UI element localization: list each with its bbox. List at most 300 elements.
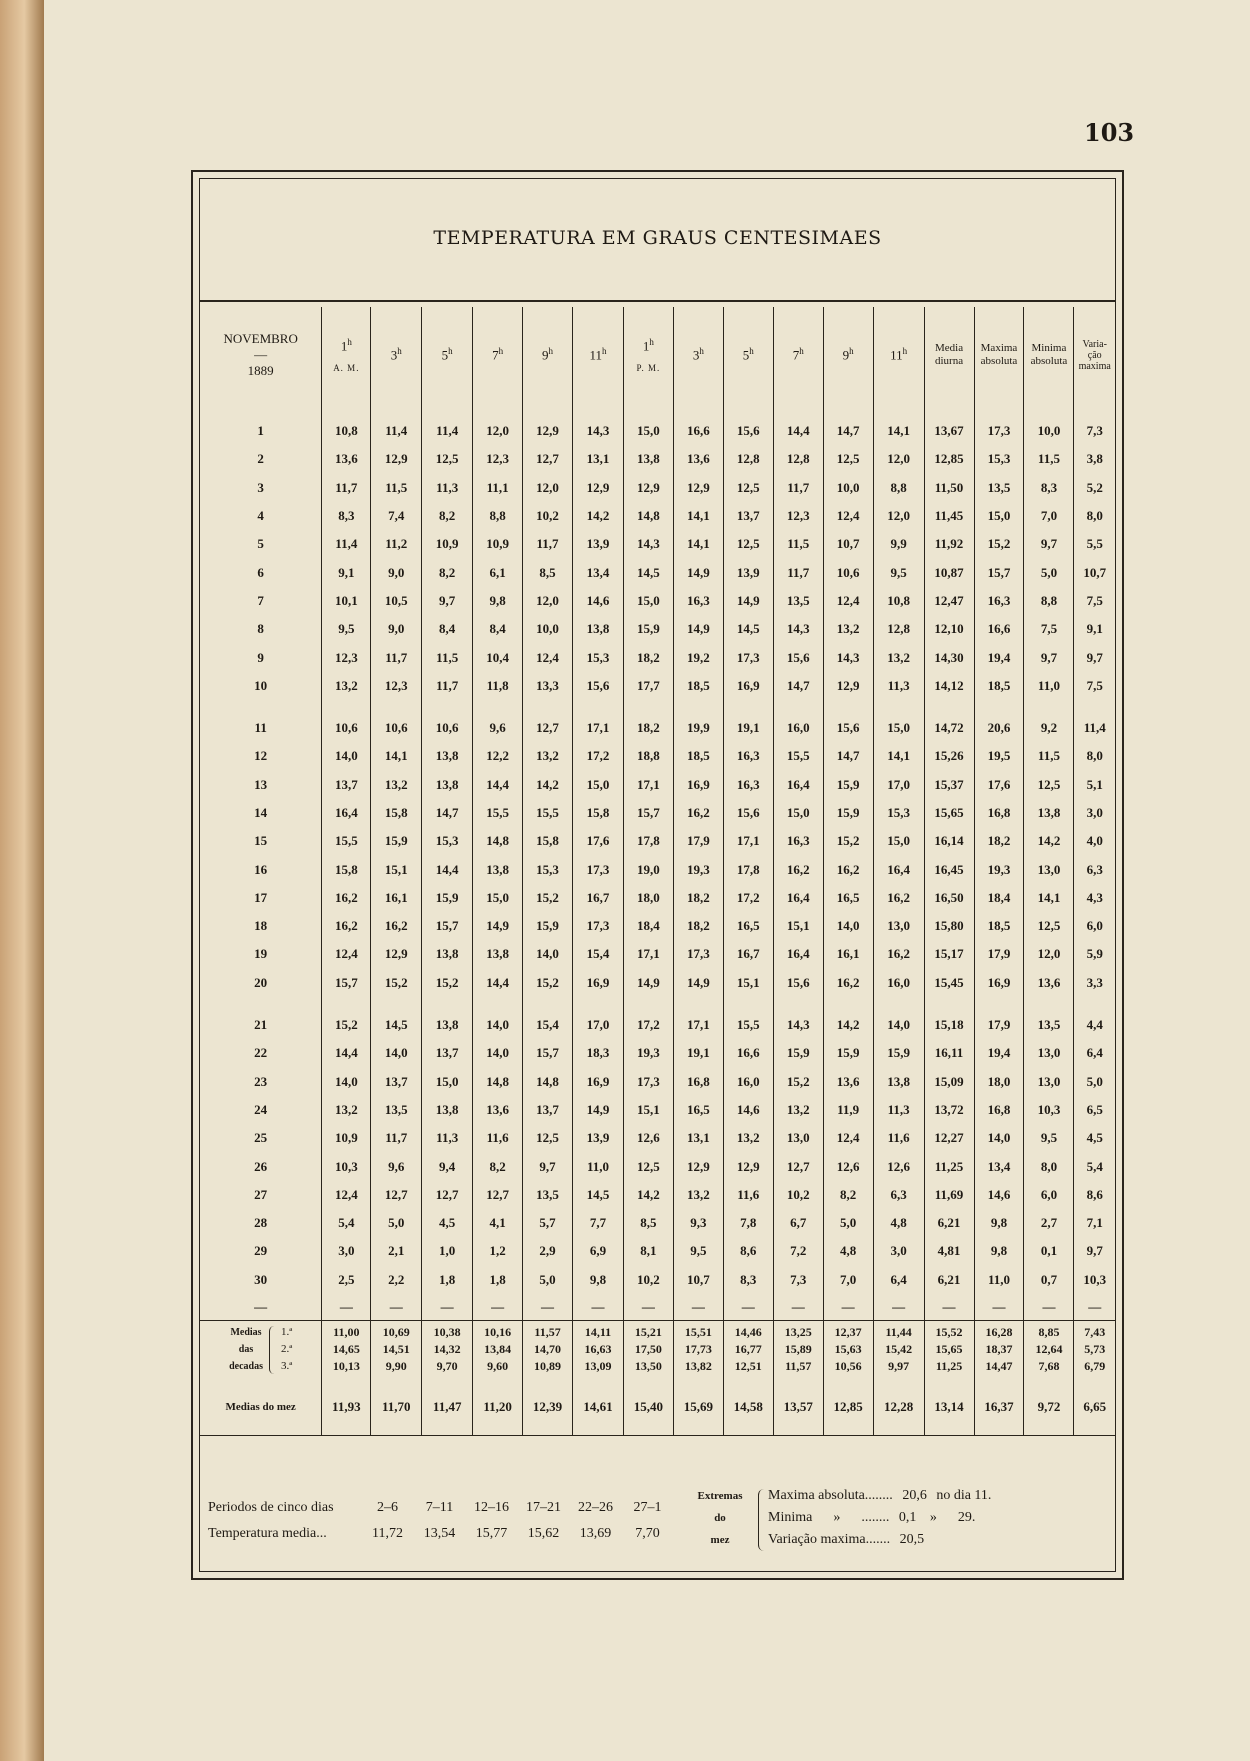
value-cell: 15,2 — [371, 969, 422, 997]
value-cell: 3,0 — [873, 1237, 924, 1265]
value-cell: 7,3 — [1086, 423, 1103, 439]
value-cell: 10,9 — [322, 1124, 371, 1152]
year-label: 1889 — [247, 363, 274, 378]
period-range: 7–11 — [425, 1500, 454, 1515]
extremas-label — [690, 1485, 750, 1551]
hour-header — [773, 307, 823, 403]
decada-value: 14,46 — [734, 1325, 762, 1340]
value-cell: 14,9 — [623, 969, 673, 997]
day-number: 29 — [200, 1237, 322, 1265]
value-cell: 12,7 — [422, 1181, 473, 1209]
value-cell: 9,1 — [322, 558, 371, 586]
value-cell: 10,87 — [924, 558, 974, 586]
decada-value: 10,38 — [433, 1325, 461, 1340]
value-cell: 15,7 — [322, 969, 371, 997]
dash-row — [200, 1294, 1115, 1321]
decada-value: 11,44 — [885, 1325, 912, 1340]
value-cell: 16,45 — [924, 855, 974, 883]
decada-values — [1024, 1320, 1074, 1379]
value-cell: 4,5 — [1086, 1130, 1103, 1146]
minima-value: 0,1 — [898, 1510, 917, 1525]
value-cell: 14,8 — [473, 827, 523, 855]
hour-suffix: h — [902, 346, 908, 357]
gap-cell — [974, 700, 1024, 714]
value-cell: 15,5 — [473, 799, 523, 827]
gap-cell — [673, 700, 723, 714]
value-cell: 7,5 — [1086, 677, 1103, 693]
value-cell: 12,9 — [623, 474, 673, 502]
hour-number: 9 — [542, 347, 549, 363]
value-cell: 19,5 — [974, 742, 1024, 770]
decada-value: 13,50 — [634, 1359, 662, 1374]
value-cell: 11,7 — [422, 672, 473, 700]
table-row — [200, 771, 1115, 799]
dash-cell: — — [371, 1294, 422, 1321]
hour-header — [673, 307, 723, 403]
value-cell: 13,0 — [873, 912, 924, 940]
value-cell: 15,2 — [773, 1068, 823, 1096]
value-cell: 14,4 — [422, 855, 473, 883]
value-cell: 17,3 — [974, 417, 1024, 445]
value-cell: 9,7 — [422, 587, 473, 615]
value-cell: 16,9 — [974, 969, 1024, 997]
gap-cell — [200, 403, 322, 417]
gap-cell — [723, 700, 773, 714]
value-cell: 8,6 — [1086, 1186, 1103, 1202]
value-cell: 12,7 — [523, 445, 573, 473]
value-cell: 14,9 — [573, 1096, 624, 1124]
value-cell: 14,8 — [473, 1068, 523, 1096]
value-cell: 17,3 — [623, 1068, 673, 1096]
value-cell: 7,4 — [371, 502, 422, 530]
value-cell: 13,6 — [1024, 969, 1074, 997]
value-cell: 17,9 — [974, 1011, 1024, 1039]
value-cell: 17,0 — [573, 1011, 624, 1039]
value-cell: 17,1 — [623, 771, 673, 799]
minima-absoluta-header-line1: Minima — [1031, 342, 1067, 354]
value-cell: 12,6 — [873, 1152, 924, 1180]
value-cell: 6,7 — [773, 1209, 823, 1237]
value-cell: 17,3 — [573, 912, 624, 940]
value-cell: 12,5 — [1024, 771, 1074, 799]
value-cell: 3,0 — [322, 1237, 371, 1265]
value-cell: 15,80 — [924, 912, 974, 940]
medias-mez-row — [200, 1379, 1115, 1436]
value-cell: 17,0 — [873, 771, 924, 799]
value-cell: 2,9 — [523, 1237, 573, 1265]
hour-header — [473, 307, 523, 403]
value-cell: 13,9 — [573, 530, 624, 558]
value-cell: 13,2 — [322, 672, 371, 700]
value-cell: 13,8 — [422, 1096, 473, 1124]
decada-values — [1074, 1320, 1115, 1379]
value-cell: 16,0 — [773, 714, 823, 742]
decade-gap — [200, 403, 1115, 417]
value-cell: 16,2 — [873, 940, 924, 968]
decada-values — [974, 1320, 1024, 1379]
value-cell: 16,2 — [322, 884, 371, 912]
value-cell: 18,8 — [623, 742, 673, 770]
value-cell: 15,5 — [773, 742, 823, 770]
value-cell: 12,5 — [723, 474, 773, 502]
periods-line — [208, 1495, 674, 1521]
value-cell: 8,6 — [723, 1237, 773, 1265]
value-cell: 16,3 — [723, 771, 773, 799]
value-cell: 15,0 — [473, 884, 523, 912]
value-cell: 14,3 — [773, 1011, 823, 1039]
maxima-value: 20,6 — [902, 1488, 927, 1503]
mez-value: 11,70 — [371, 1379, 422, 1436]
value-cell: 9,5 — [673, 1237, 723, 1265]
minima-label: Minima » ........ — [768, 1510, 890, 1525]
hour-suffix: h — [347, 337, 352, 348]
value-cell: 12,5 — [623, 1152, 673, 1180]
value-cell: 12,7 — [371, 1181, 422, 1209]
gap-cell — [1074, 997, 1115, 1011]
value-cell: 19,0 — [623, 855, 673, 883]
value-cell: 7,3 — [773, 1266, 823, 1294]
value-cell: 10,9 — [422, 530, 473, 558]
value-cell: 16,2 — [823, 855, 873, 883]
value-cell: 7,5 — [1024, 615, 1074, 643]
decada-value: 5,73 — [1084, 1342, 1106, 1357]
value-cell: 12,85 — [924, 445, 974, 473]
hour-header — [422, 307, 473, 403]
value-cell: 14,3 — [573, 417, 624, 445]
value-cell: 5,1 — [1086, 776, 1103, 792]
decada-value: 11,57 — [534, 1325, 561, 1340]
dash-cell: — — [974, 1294, 1024, 1321]
temperature-table — [200, 307, 1115, 1436]
value-cell: 17,6 — [573, 827, 624, 855]
value-cell: 16,2 — [773, 855, 823, 883]
day-number: 20 — [200, 969, 322, 997]
value-cell: 15,4 — [523, 1011, 573, 1039]
value-cell: 11,9 — [823, 1096, 873, 1124]
value-cell: 5,0 — [371, 1209, 422, 1237]
value-cell: 16,4 — [773, 940, 823, 968]
value-cell: 9,6 — [473, 714, 523, 742]
maxima-absoluta-header-line2: absoluta — [980, 355, 1018, 367]
value-cell: 14,1 — [371, 742, 422, 770]
table-row — [200, 445, 1115, 473]
value-cell: 13,72 — [924, 1096, 974, 1124]
table-row — [200, 1152, 1115, 1180]
media-diurna-header-line1: Media — [934, 342, 964, 354]
value-cell: 16,2 — [673, 799, 723, 827]
gap-cell — [573, 700, 624, 714]
decada-value: 13,25 — [784, 1325, 812, 1340]
table-row — [200, 827, 1115, 855]
dash-cell: — — [924, 1294, 974, 1321]
value-cell: 14,9 — [473, 912, 523, 940]
table-row — [200, 672, 1115, 700]
value-cell: 10,9 — [473, 530, 523, 558]
value-cell: 19,2 — [673, 643, 723, 671]
decada-value: 9,97 — [888, 1359, 910, 1374]
hour-header — [823, 307, 873, 403]
value-cell: 13,5 — [1024, 1011, 1074, 1039]
value-cell: 17,7 — [623, 672, 673, 700]
gap-cell — [974, 403, 1024, 417]
value-cell: 17,2 — [623, 1011, 673, 1039]
maxima-day: no dia 11. — [936, 1488, 992, 1503]
month-header — [200, 307, 322, 403]
value-cell: 10,2 — [523, 502, 573, 530]
value-cell: 4,81 — [924, 1237, 974, 1265]
value-cell: 6,0 — [1024, 1181, 1074, 1209]
value-cell: 12,10 — [924, 615, 974, 643]
minima-absoluta-header-line2: absoluta — [1030, 355, 1068, 367]
value-cell: 15,8 — [371, 799, 422, 827]
hour-number: 7 — [492, 347, 499, 363]
value-cell: 17,9 — [673, 827, 723, 855]
value-cell: 8,0 — [1086, 748, 1103, 764]
hour-header — [723, 307, 773, 403]
value-cell: 14,7 — [823, 742, 873, 770]
value-cell: 14,6 — [974, 1181, 1024, 1209]
value-cell: 15,3 — [573, 643, 624, 671]
value-cell: 5,4 — [1086, 1158, 1103, 1174]
gap-cell — [473, 997, 523, 1011]
month-label: NOVEMBRO — [223, 331, 298, 346]
decada-value: 9,90 — [385, 1359, 407, 1374]
value-cell: 10,3 — [1024, 1096, 1074, 1124]
month-dash: — — [254, 347, 268, 362]
value-cell: 13,1 — [573, 445, 624, 473]
value-cell: 12,0 — [873, 502, 924, 530]
gap-cell — [723, 403, 773, 417]
variacao-header-line3: maxima — [1078, 360, 1111, 372]
value-cell: 16,7 — [573, 884, 624, 912]
hour-number: 1 — [642, 338, 650, 354]
value-cell: 9,8 — [573, 1266, 624, 1294]
value-cell: 15,9 — [773, 1039, 823, 1067]
value-cell: 11,3 — [873, 672, 924, 700]
value-cell: 14,7 — [823, 417, 873, 445]
value-cell: 10,8 — [322, 417, 371, 445]
dash-cell: — — [873, 1294, 924, 1321]
day-number: 15 — [200, 827, 322, 855]
value-cell: 15,8 — [573, 799, 624, 827]
gap-cell — [873, 997, 924, 1011]
value-cell: 18,5 — [673, 672, 723, 700]
value-cell: 16,1 — [371, 884, 422, 912]
decada-value: 14,47 — [985, 1359, 1013, 1374]
decade-gap — [200, 700, 1115, 714]
extremas-line1: Extremas — [697, 1490, 743, 1502]
dash-cell: — — [823, 1294, 873, 1321]
hour-number: 5 — [441, 347, 449, 363]
value-cell: 16,2 — [873, 884, 924, 912]
value-cell: 16,50 — [924, 884, 974, 912]
variacao-maxima-header — [1074, 307, 1115, 403]
value-cell: 18,5 — [673, 742, 723, 770]
value-cell: 2,2 — [371, 1266, 422, 1294]
table-row — [200, 1181, 1115, 1209]
value-cell: 14,1 — [673, 530, 723, 558]
decadas-brace — [269, 1326, 275, 1374]
value-cell: 9,0 — [371, 615, 422, 643]
value-cell: 5,2 — [1086, 479, 1103, 495]
decada-value: 13,82 — [684, 1359, 712, 1374]
value-cell: 11,7 — [523, 530, 573, 558]
value-cell: 16,9 — [673, 771, 723, 799]
hour-suffix: h — [799, 346, 804, 357]
value-cell: 12,4 — [823, 1124, 873, 1152]
value-cell: 14,72 — [924, 714, 974, 742]
value-cell: 13,4 — [573, 558, 624, 586]
value-cell: 15,5 — [723, 1011, 773, 1039]
value-cell: 12,7 — [523, 714, 573, 742]
dash-cell: — — [322, 1294, 371, 1321]
value-cell: 14,0 — [873, 1011, 924, 1039]
page — [44, 0, 1250, 1761]
value-cell: 10,5 — [371, 587, 422, 615]
value-cell: 18,0 — [623, 884, 673, 912]
value-cell: 13,67 — [924, 417, 974, 445]
mez-value: 13,14 — [924, 1379, 974, 1436]
value-cell: 11,3 — [422, 1124, 473, 1152]
decada-value: 15,42 — [885, 1342, 913, 1357]
day-number: 26 — [200, 1152, 322, 1180]
value-cell: 14,0 — [473, 1011, 523, 1039]
gap-cell — [823, 700, 873, 714]
table-row — [200, 1096, 1115, 1124]
value-cell: 15,8 — [523, 827, 573, 855]
media-diurna-header — [924, 307, 974, 403]
mez-value: 11,47 — [422, 1379, 473, 1436]
decada-value: 15,52 — [935, 1325, 963, 1340]
variacao-header-line1: Varia- — [1082, 338, 1107, 350]
gap-cell — [422, 997, 473, 1011]
value-cell: 9,7 — [1024, 643, 1074, 671]
value-cell: 14,9 — [673, 969, 723, 997]
value-cell: 9,7 — [523, 1152, 573, 1180]
value-cell: 15,65 — [924, 799, 974, 827]
decada-value: 17,73 — [684, 1342, 712, 1357]
day-number: 12 — [200, 742, 322, 770]
value-cell: 17,9 — [974, 940, 1024, 968]
value-cell: 15,18 — [924, 1011, 974, 1039]
value-cell: 14,7 — [422, 799, 473, 827]
value-cell: 11,5 — [773, 530, 823, 558]
value-cell: 15,9 — [623, 615, 673, 643]
gap-cell — [773, 997, 823, 1011]
value-cell: 12,5 — [723, 530, 773, 558]
table-row — [200, 855, 1115, 883]
value-cell: 12,0 — [523, 474, 573, 502]
value-cell: 12,7 — [773, 1152, 823, 1180]
value-cell: 12,3 — [322, 643, 371, 671]
value-cell: 14,1 — [873, 742, 924, 770]
value-cell: 15,2 — [422, 969, 473, 997]
hour-number: 3 — [692, 347, 700, 363]
value-cell: 7,0 — [1024, 502, 1074, 530]
value-cell: 16,0 — [873, 969, 924, 997]
value-cell: 5,9 — [1086, 946, 1103, 962]
hour-suffix: h — [548, 346, 554, 357]
value-cell: 16,4 — [773, 771, 823, 799]
value-cell: 12,4 — [322, 940, 371, 968]
period-temp: 13,54 — [423, 1526, 456, 1541]
decada-value: 14,32 — [433, 1342, 461, 1357]
value-cell: 12,9 — [573, 474, 624, 502]
value-cell: 8,2 — [422, 502, 473, 530]
day-number: 19 — [200, 940, 322, 968]
decade-gap — [200, 997, 1115, 1011]
value-cell: 14,1 — [873, 417, 924, 445]
day-number: 28 — [200, 1209, 322, 1237]
hour-suffix: h — [699, 346, 704, 357]
hour-number: 11 — [589, 347, 602, 363]
hour-suffix: h — [749, 346, 754, 357]
mez-value: 15,69 — [673, 1379, 723, 1436]
decada-values — [623, 1320, 673, 1379]
value-cell: 14,12 — [924, 672, 974, 700]
day-number: 9 — [200, 643, 322, 671]
value-cell: 16,7 — [723, 940, 773, 968]
value-cell: 9,5 — [1024, 1124, 1074, 1152]
table-row — [200, 1124, 1115, 1152]
mez-value: 16,37 — [974, 1379, 1024, 1436]
value-cell: 17,3 — [573, 855, 624, 883]
value-cell: 16,3 — [673, 587, 723, 615]
value-cell: 9,7 — [1086, 649, 1103, 665]
value-cell: 8,2 — [473, 1152, 523, 1180]
variacao-label: Variação maxima....... — [768, 1532, 891, 1547]
gap-cell — [823, 997, 873, 1011]
value-cell: 13,5 — [974, 474, 1024, 502]
value-cell: 16,5 — [673, 1096, 723, 1124]
variacao-value: 20,5 — [899, 1532, 925, 1547]
value-cell: 9,6 — [371, 1152, 422, 1180]
value-cell: 12,4 — [322, 1181, 371, 1209]
table-row — [200, 714, 1115, 742]
hour-number: 7 — [792, 347, 800, 363]
table-row — [200, 502, 1115, 530]
decada-value: 18,37 — [985, 1342, 1013, 1357]
value-cell: 13,8 — [473, 855, 523, 883]
value-cell: 15,1 — [371, 855, 422, 883]
table-row — [200, 1039, 1115, 1067]
value-cell: 16,2 — [823, 969, 873, 997]
value-cell: 12,2 — [473, 742, 523, 770]
value-cell: 2,1 — [371, 1237, 422, 1265]
period-temp: 15,77 — [475, 1526, 508, 1541]
value-cell: 9,4 — [422, 1152, 473, 1180]
value-cell: 13,7 — [523, 1096, 573, 1124]
gap-cell — [1074, 700, 1115, 714]
value-cell: 6,1 — [473, 558, 523, 586]
decada-value: 12,64 — [1035, 1342, 1063, 1357]
value-cell: 12,3 — [473, 445, 523, 473]
value-cell: 9,2 — [1024, 714, 1074, 742]
gap-cell — [573, 403, 624, 417]
gap-cell — [1024, 700, 1074, 714]
value-cell: 11,3 — [873, 1096, 924, 1124]
value-cell: 13,7 — [723, 502, 773, 530]
value-cell: 15,2 — [523, 969, 573, 997]
value-cell: 15,9 — [371, 827, 422, 855]
value-cell: 16,6 — [673, 417, 723, 445]
value-cell: 5,4 — [322, 1209, 371, 1237]
value-cell: 18,2 — [623, 643, 673, 671]
value-cell: 13,7 — [371, 1068, 422, 1096]
gap-cell — [974, 997, 1024, 1011]
decada-value: 15,89 — [784, 1342, 812, 1357]
decada-mark: 2.ª — [280, 1343, 293, 1356]
